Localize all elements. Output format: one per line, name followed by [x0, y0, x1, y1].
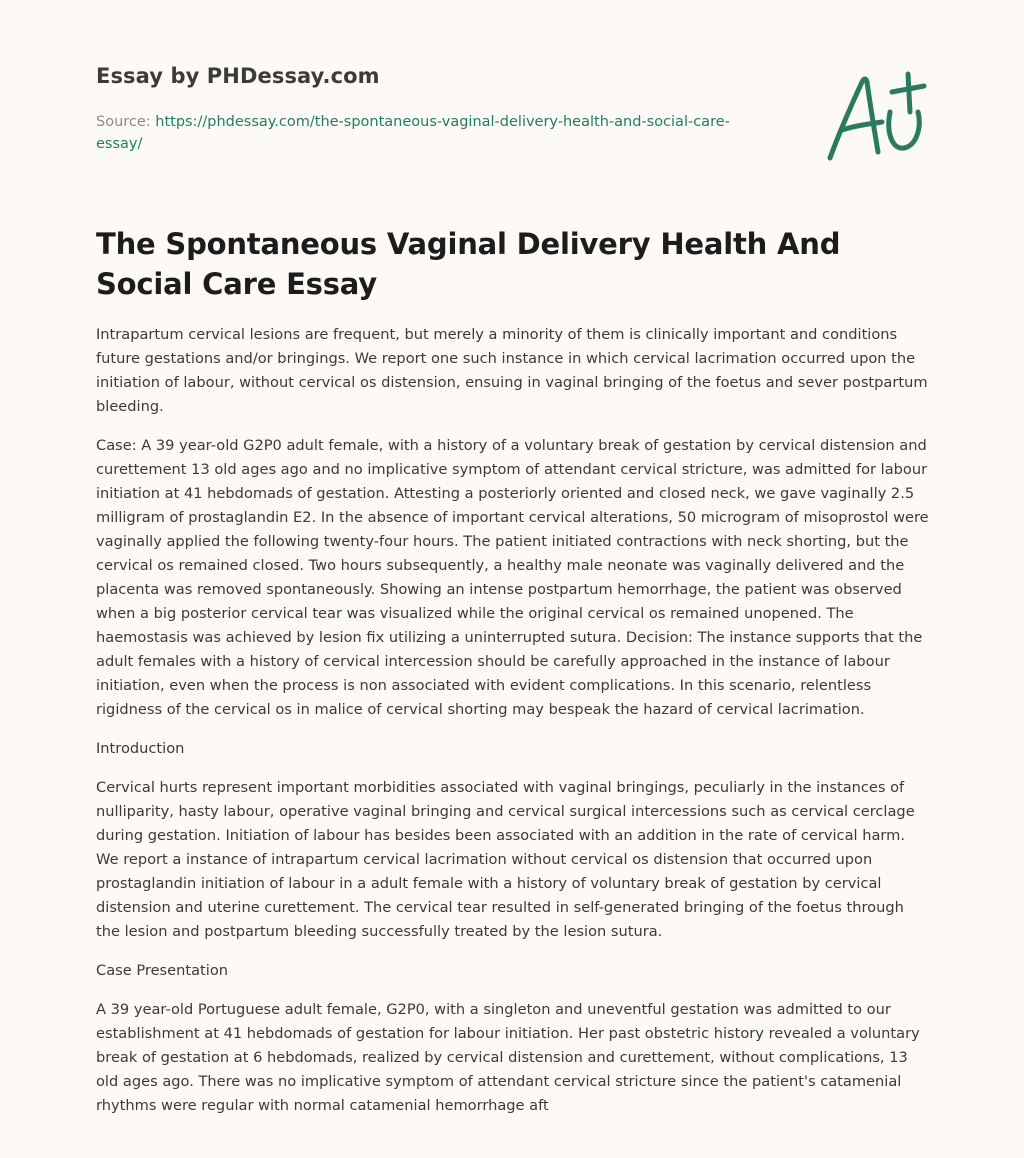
- site-title: Essay by PHDessay.com: [96, 64, 380, 88]
- paragraph-case: Case: A 39 year-old G2P0 adult female, with a history of a voluntary break of gestation by cervical distension and curettement 13 old ages ago and no implicative symptom of attendant cervical stricture, was admitted for labour initiation at 41 hebdomads of gestation. Attesting a posteriorly oriented and closed neck, we gave vaginally 2.5 milligram of prostaglandin E2. In the absence of important cervical alterations, 50 microgram of misoprostol were vaginally applied the following twenty-four hours. The patient initiated contractions with neck shorting, but the cervical os remained closed. Two hours subsequently, a healthy male neonate was vaginally delivered and the placenta was removed spontaneously. Showing an intense postpartum hemorrhage, the patient was observed when a big posterior cervical tear was visualized while the original cervical os remained unopened. The haemostasis was achieved by lesion fix utilizing a uninterrupted sutura. Decision: The instance supports that the adult females with a history of cervical intercession should be carefully approached in the instance of labour initiation, even when the process is non associated with evident complications. In this scenario, relentless rigidness of the cervical os in malice of cervical shorting may bespeak the hazard of cervical lacrimation.: [96, 437, 929, 718]
- source-label: Source:: [96, 114, 156, 130]
- paragraph-case-presentation: A 39 year-old Portuguese adult female, G2P0, with a singleton and uneventful gestation was admitted to our establishment at 41 hebdomads of gestation for labour initiation. Her past obstetric history revealed a voluntary break of gestation at 6 hebdomads, realized by cervical distension and curettement, without complications, 13 old ages ago. There was no implicative symptom of attendant cervical stricture since the patient's catamenial rhythms were regular with normal catamenial hemorrhage aft: [96, 1001, 920, 1114]
- a-plus-logo-icon: [824, 68, 928, 164]
- source-link[interactable]: https://phdessay.com/the-spontaneous-vaginal-delivery-health-and-social-care-essay/: [96, 114, 730, 152]
- heading-introduction: Introduction: [96, 740, 185, 757]
- essay-body: [96, 323, 931, 1133]
- heading-case-presentation: Case Presentation: [96, 962, 229, 979]
- paragraph-introduction: Cervical hurts represent important morbidities associated with vaginal bringings, peculiarly in the instances of nulliparity, hasty labour, operative vaginal bringing and cervical surgical intercessions such as cervical cerclage during gestation. Initiation of labour has besides been associated with an addition in the rate of cervical harm. We report a instance of intrapartum cervical lacrimation without cervical os distension that occurred upon prostaglandin initiation of labour in a adult female with a history of voluntary break of gestation by cervical distension and uterine curettement. The cervical tear resulted in self-generated bringing of the foetus through the lesion and postpartum bleeding successfully treated by the lesion sutura.: [96, 779, 915, 940]
- paragraph-abstract: Intrapartum cervical lesions are frequent, but merely a minority of them is clinically important and conditions future gestations and/or bringings. We report one such instance in which cervical lacrimation occurred upon the initiation of labour, without cervical os distension, ensuing in vaginal bringing of the foetus and sever postpartum bleeding.: [96, 326, 928, 415]
- essay-title: The Spontaneous Vaginal Delivery Health And Social Care Essay: [96, 227, 841, 301]
- source-line: [96, 111, 776, 155]
